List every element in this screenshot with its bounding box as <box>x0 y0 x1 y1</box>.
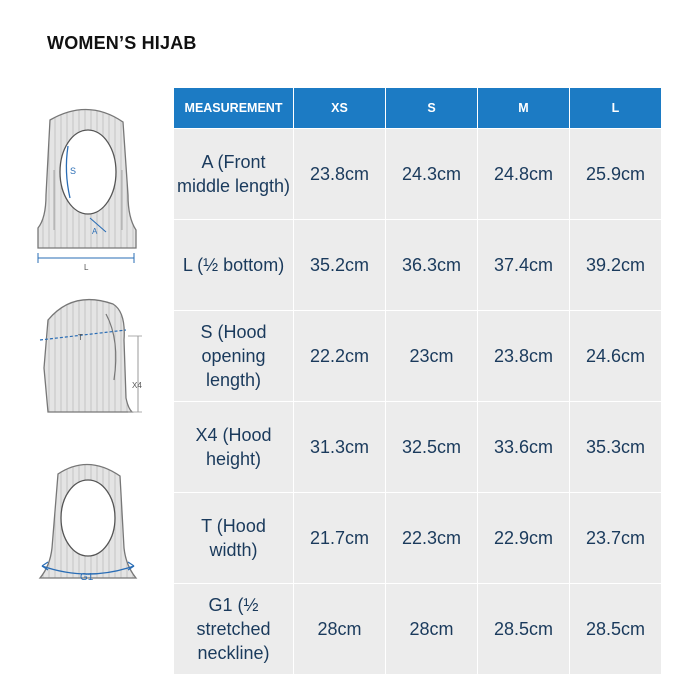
table-cell: 24.8cm <box>478 129 570 220</box>
measurement-label: G1 (½ stretched neckline) <box>174 584 294 675</box>
table-cell: 25.9cm <box>570 129 662 220</box>
measurement-label: A (Front middle length) <box>174 129 294 220</box>
measurement-label: T (Hood width) <box>174 493 294 584</box>
table-row <box>174 129 662 220</box>
table-cell: 39.2cm <box>570 220 662 311</box>
table-header-row <box>174 88 662 129</box>
table-cell: 36.3cm <box>386 220 478 311</box>
label-s: S <box>70 166 77 176</box>
header-size-l: L <box>570 88 662 129</box>
table-cell: 24.6cm <box>570 311 662 402</box>
table-cell: 28cm <box>386 584 478 675</box>
table-cell: 23cm <box>386 311 478 402</box>
header-size-m: M <box>478 88 570 129</box>
table-cell: 23.7cm <box>570 493 662 584</box>
table-cell: 33.6cm <box>478 402 570 493</box>
table-cell: 31.3cm <box>294 402 386 493</box>
table-row <box>174 311 662 402</box>
table-cell: 22.2cm <box>294 311 386 402</box>
table-cell: 28.5cm <box>570 584 662 675</box>
table-row <box>174 220 662 311</box>
hijab-front-view-illustration <box>28 100 148 275</box>
table-cell: 22.9cm <box>478 493 570 584</box>
header-size-xs: XS <box>294 88 386 129</box>
table-cell: 35.2cm <box>294 220 386 311</box>
hijab-side-view-illustration <box>28 290 148 430</box>
label-g1: G1 <box>80 572 94 583</box>
table-cell: 22.3cm <box>386 493 478 584</box>
table-row <box>174 402 662 493</box>
table-cell: 28.5cm <box>478 584 570 675</box>
header-measurement: MEASUREMENT <box>174 88 294 129</box>
table-cell: 37.4cm <box>478 220 570 311</box>
page-title: WOMEN’S HIJAB <box>47 33 197 53</box>
table-cell: 32.5cm <box>386 402 478 493</box>
measurement-label: L (½ bottom) <box>174 220 294 311</box>
label-l: L <box>84 263 89 272</box>
table-cell: 28cm <box>294 584 386 675</box>
table-cell: 21.7cm <box>294 493 386 584</box>
measurement-label: X4 (Hood height) <box>174 402 294 493</box>
table-cell: 23.8cm <box>478 311 570 402</box>
label-a: A <box>92 227 98 236</box>
label-t: T <box>78 333 83 342</box>
table-row <box>174 584 662 675</box>
measurement-label: S (Hood opening length) <box>174 311 294 402</box>
header-size-s: S <box>386 88 478 129</box>
table-cell: 35.3cm <box>570 402 662 493</box>
table-row <box>174 493 662 584</box>
table-cell: 23.8cm <box>294 129 386 220</box>
table-cell: 24.3cm <box>386 129 478 220</box>
hijab-neckline-view-illustration <box>28 458 148 593</box>
size-chart-table <box>173 87 662 675</box>
label-x4: X4 <box>132 381 142 390</box>
